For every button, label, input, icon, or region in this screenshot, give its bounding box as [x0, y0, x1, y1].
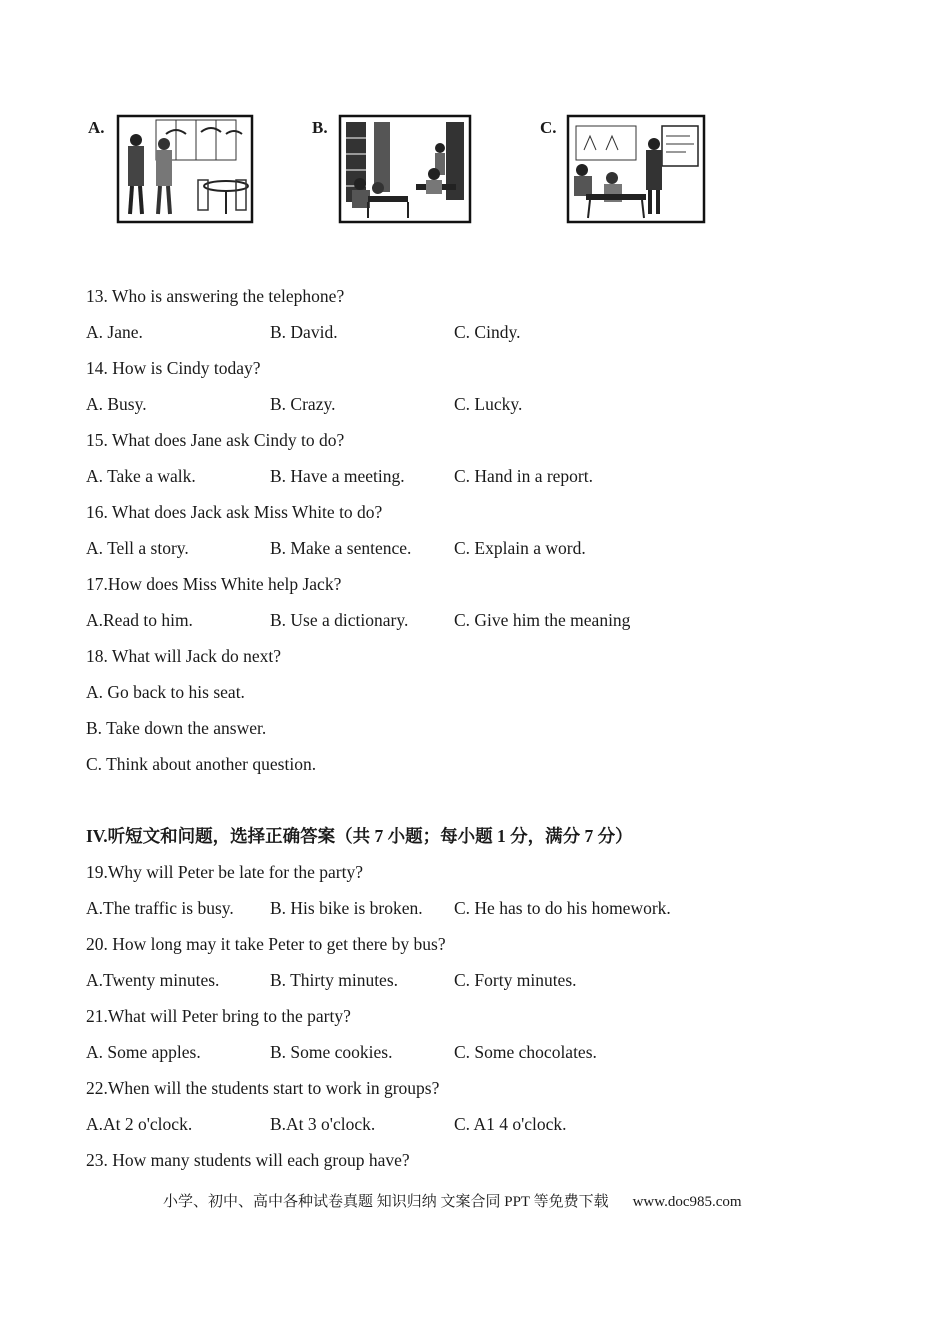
picture-options — [88, 112, 728, 232]
question-13: 13. Who is answering the telephone? — [86, 286, 345, 306]
option-a: A. Jane. — [86, 322, 143, 342]
options-13 — [86, 316, 886, 352]
question-16: 16. What does Jack ask Miss White to do? — [86, 502, 383, 522]
question-23: 23. How many students will each group have? — [86, 1150, 410, 1170]
options-16 — [86, 532, 886, 568]
option-b: B. Some cookies. — [270, 1042, 393, 1062]
section-4-heading: IV.听短文和问题，选择正确答案（共 7 小题；每小题 1 分，满分 7 分） — [86, 826, 633, 846]
question-21: 21.What will Peter bring to the party? — [86, 1006, 351, 1026]
option-a: A.Twenty minutes. — [86, 970, 220, 990]
option-c: C. Some chocolates. — [454, 1042, 597, 1062]
picture-label: B. — [312, 118, 328, 137]
options-17 — [86, 604, 886, 640]
option-c: C. Lucky. — [454, 394, 523, 414]
option-a: A. Take a walk. — [86, 466, 196, 486]
option-c: C. Think about another question. — [86, 754, 317, 774]
question-14: 14. How is Cindy today? — [86, 358, 261, 378]
option-b: B. Use a dictionary. — [270, 610, 409, 630]
option-a: A. Busy. — [86, 394, 147, 414]
options-20 — [86, 964, 886, 1000]
picture-label: C. — [540, 118, 557, 137]
option-c: C. A1 4 o'clock. — [454, 1114, 567, 1134]
question-list — [86, 280, 886, 1180]
classroom-scene-illustration — [566, 114, 706, 226]
option-a: A.The traffic is busy. — [86, 898, 234, 918]
option-b: B. Crazy. — [270, 394, 336, 414]
option-b: B. Take down the answer. — [86, 718, 267, 738]
options-21 — [86, 1036, 886, 1072]
picture-label: A. — [88, 118, 105, 137]
option-a: A. Tell a story. — [86, 538, 189, 558]
options-15 — [86, 460, 886, 496]
question-18: 18. What will Jack do next? — [86, 646, 282, 666]
options-22 — [86, 1108, 886, 1144]
option-c: C. Cindy. — [454, 322, 521, 342]
option-a: A.Read to him. — [86, 610, 193, 630]
option-c: C. Give him the meaning — [454, 610, 631, 630]
option-a: A. Some apples. — [86, 1042, 201, 1062]
option-a: A. Go back to his seat. — [86, 682, 245, 702]
option-b: B. Thirty minutes. — [270, 970, 399, 990]
footer-text: 小学、初中、高中各种试卷真题 知识归纳 文案合同 PPT 等免费下载 — [163, 1194, 609, 1210]
option-b: B. Have a meeting. — [270, 466, 405, 486]
question-17: 17.How does Miss White help Jack? — [86, 574, 342, 594]
option-c: C. Explain a word. — [454, 538, 586, 558]
option-b: B. Make a sentence. — [270, 538, 412, 558]
options-19 — [86, 892, 886, 928]
page-footer — [163, 1190, 742, 1211]
option-a: A.At 2 o'clock. — [86, 1114, 193, 1134]
options-14 — [86, 388, 886, 424]
cafe-scene-illustration — [116, 114, 256, 226]
option-b: B.At 3 o'clock. — [270, 1114, 376, 1134]
option-c: C. Forty minutes. — [454, 970, 577, 990]
question-15: 15. What does Jane ask Cindy to do? — [86, 430, 345, 450]
option-b: B. His bike is broken. — [270, 898, 423, 918]
option-c: C. Hand in a report. — [454, 466, 593, 486]
option-b: B. David. — [270, 322, 338, 342]
question-19: 19.Why will Peter be late for the party? — [86, 862, 363, 882]
question-22: 22.When will the students start to work in groups? — [86, 1078, 440, 1098]
option-c: C. He has to do his homework. — [454, 898, 671, 918]
footer-site-link[interactable]: www.doc985.com — [632, 1194, 742, 1210]
library-scene-illustration — [338, 114, 474, 226]
question-20: 20. How long may it take Peter to get there by bus? — [86, 934, 446, 954]
